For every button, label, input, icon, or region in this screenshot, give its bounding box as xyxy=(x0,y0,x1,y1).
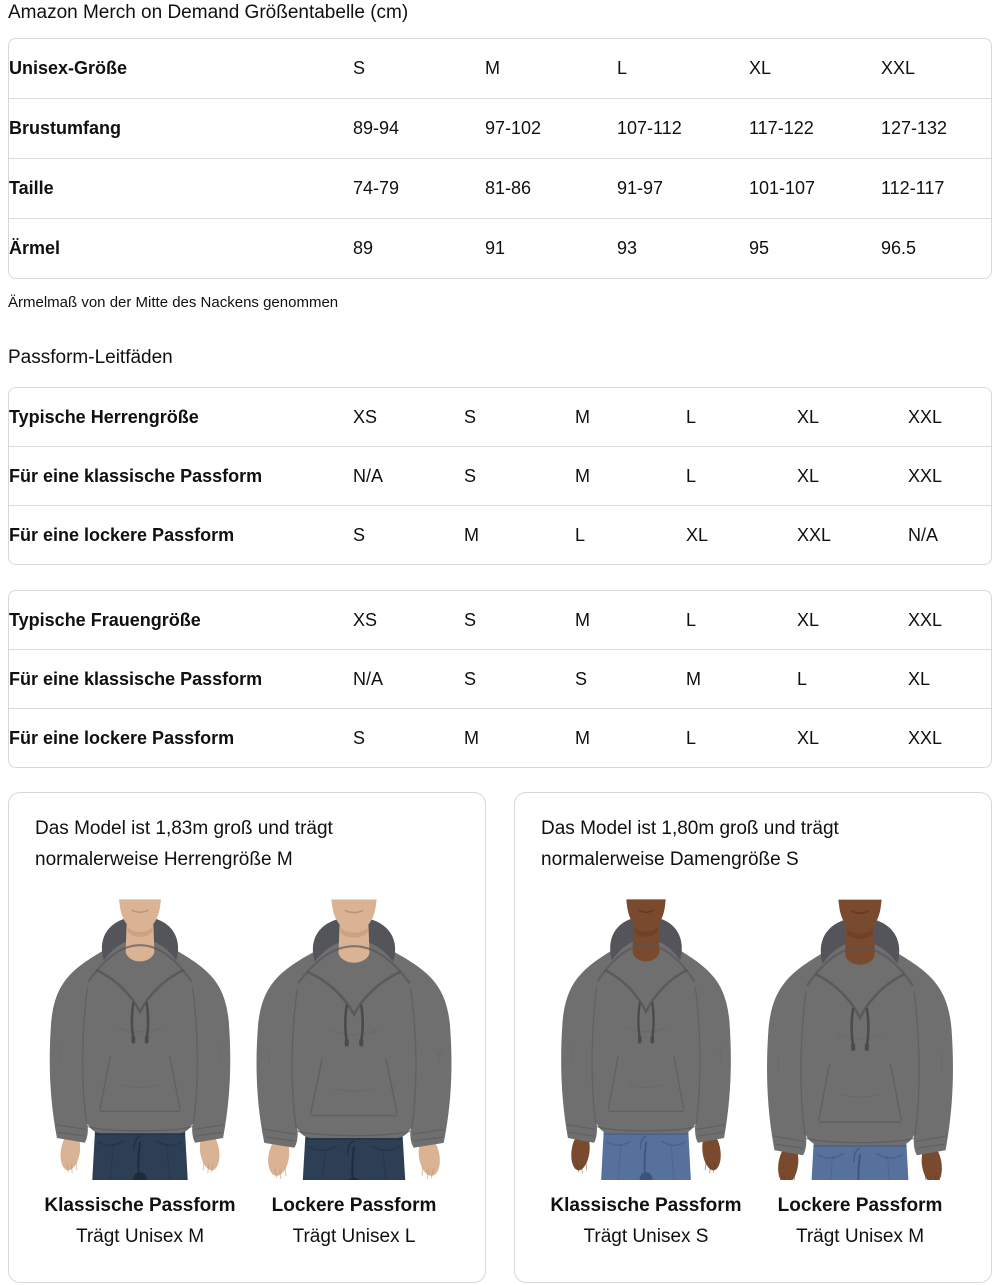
size-cell: L xyxy=(686,609,697,630)
size-cell: 91-97 xyxy=(617,158,749,218)
unisex-size-table xyxy=(8,38,992,279)
size-label: Trägt Unisex L xyxy=(292,1226,416,1247)
size-cell: 74-79 xyxy=(353,158,485,218)
size-cell: XXL xyxy=(908,446,991,505)
size-cell: L xyxy=(617,58,628,78)
model-description: Das Model ist 1,80m groß und trägt normalerweise Damengröße S xyxy=(541,818,839,870)
page-title: Amazon Merch on Demand Größentabelle (cm) xyxy=(8,2,409,23)
size-cell: M xyxy=(575,609,590,630)
size-cell: XL xyxy=(686,505,797,564)
table-row xyxy=(9,591,991,649)
size-cell: 81-86 xyxy=(485,158,617,218)
model-photo-man-classic xyxy=(35,887,245,1180)
size-cell: M xyxy=(575,446,686,505)
size-cell: XL xyxy=(797,609,820,630)
size-cell: S xyxy=(353,708,464,767)
row-label: Typische Frauengröße xyxy=(9,609,201,630)
size-cell: 89 xyxy=(353,218,485,278)
row-label: Für eine klassische Passform xyxy=(9,649,353,708)
size-cell: L xyxy=(686,406,697,427)
row-label: Für eine klassische Passform xyxy=(9,446,353,505)
model-photo-woman-loose xyxy=(755,887,965,1180)
table-row xyxy=(9,388,991,446)
size-cell: 89-94 xyxy=(353,98,485,158)
size-cell: S xyxy=(353,505,464,564)
fit-label: Klassische Passform xyxy=(550,1195,742,1216)
row-label: Taille xyxy=(9,158,353,218)
size-label: Trägt Unisex S xyxy=(583,1226,709,1247)
row-label: Unisex-Größe xyxy=(9,58,128,78)
size-cell: M xyxy=(686,649,797,708)
model-cards xyxy=(8,792,992,1283)
size-cell: L xyxy=(797,649,908,708)
model-photo-man-loose xyxy=(249,887,459,1180)
figure-loose-fit xyxy=(755,887,965,1248)
figure-classic-fit xyxy=(541,887,751,1248)
mens-fit-table xyxy=(8,387,992,565)
table-row xyxy=(9,505,991,564)
table-row xyxy=(9,39,991,98)
model-photo-woman-classic xyxy=(541,887,751,1180)
size-cell: 91 xyxy=(485,218,617,278)
size-cell: M xyxy=(575,406,590,427)
table-row xyxy=(9,98,991,158)
size-cell: 127-132 xyxy=(881,98,991,158)
size-cell: S xyxy=(464,406,477,427)
size-cell: M xyxy=(485,58,500,78)
womens-fit-table xyxy=(8,590,992,768)
size-cell: XXL xyxy=(908,609,943,630)
table-row xyxy=(9,158,991,218)
size-cell: XXL xyxy=(881,58,916,78)
row-label: Ärmel xyxy=(9,218,353,278)
fit-label: Lockere Passform xyxy=(777,1195,943,1216)
size-cell: XXL xyxy=(797,505,908,564)
fit-label: Klassische Passform xyxy=(44,1195,236,1216)
size-cell: M xyxy=(464,505,575,564)
table-row xyxy=(9,218,991,278)
size-cell: S xyxy=(464,609,477,630)
size-cell: XXL xyxy=(908,406,943,427)
size-cell: 96.5 xyxy=(881,218,991,278)
size-cell: L xyxy=(686,446,797,505)
size-cell: L xyxy=(575,505,686,564)
size-label: Trägt Unisex M xyxy=(75,1226,205,1247)
size-cell: M xyxy=(575,708,686,767)
size-cell: 107-112 xyxy=(617,98,749,158)
size-cell: XXL xyxy=(908,708,991,767)
size-cell: 97-102 xyxy=(485,98,617,158)
table-row xyxy=(9,708,991,767)
size-cell: N/A xyxy=(908,505,991,564)
size-cell: S xyxy=(575,649,686,708)
size-cell: 93 xyxy=(617,218,749,278)
size-cell: S xyxy=(353,58,366,78)
row-label: Typische Herrengröße xyxy=(9,406,199,427)
womens-model-card xyxy=(514,792,992,1283)
row-label: Für eine lockere Passform xyxy=(9,708,353,767)
size-cell: 95 xyxy=(749,218,881,278)
size-cell: N/A xyxy=(353,446,464,505)
sleeve-note: Ärmelmaß von der Mitte des Nackens genommen xyxy=(8,294,339,311)
size-cell: XS xyxy=(353,406,378,427)
size-cell: S xyxy=(464,649,575,708)
size-cell: 112-117 xyxy=(881,158,991,218)
table-row xyxy=(9,446,991,505)
figure-classic-fit xyxy=(35,887,245,1248)
mens-model-card xyxy=(8,792,486,1283)
size-cell: L xyxy=(686,708,797,767)
size-label: Trägt Unisex M xyxy=(795,1226,925,1247)
size-cell: XS xyxy=(353,609,378,630)
fit-guides-title: Passform-Leitfäden xyxy=(8,347,173,368)
size-cell: XL xyxy=(797,708,908,767)
size-cell: 117-122 xyxy=(749,98,881,158)
size-cell: 101-107 xyxy=(749,158,881,218)
size-cell: XL xyxy=(797,406,820,427)
size-cell: N/A xyxy=(353,649,464,708)
table-row xyxy=(9,649,991,708)
size-cell: XL xyxy=(749,58,772,78)
size-cell: M xyxy=(464,708,575,767)
figure-loose-fit xyxy=(249,887,459,1248)
model-description: Das Model ist 1,83m groß und trägt normalerweise Herrengröße M xyxy=(35,818,333,870)
size-cell: XL xyxy=(908,649,991,708)
row-label: Für eine lockere Passform xyxy=(9,505,353,564)
size-cell: S xyxy=(464,446,575,505)
fit-label: Lockere Passform xyxy=(271,1195,437,1216)
size-cell: XL xyxy=(797,446,908,505)
row-label: Brustumfang xyxy=(9,98,353,158)
